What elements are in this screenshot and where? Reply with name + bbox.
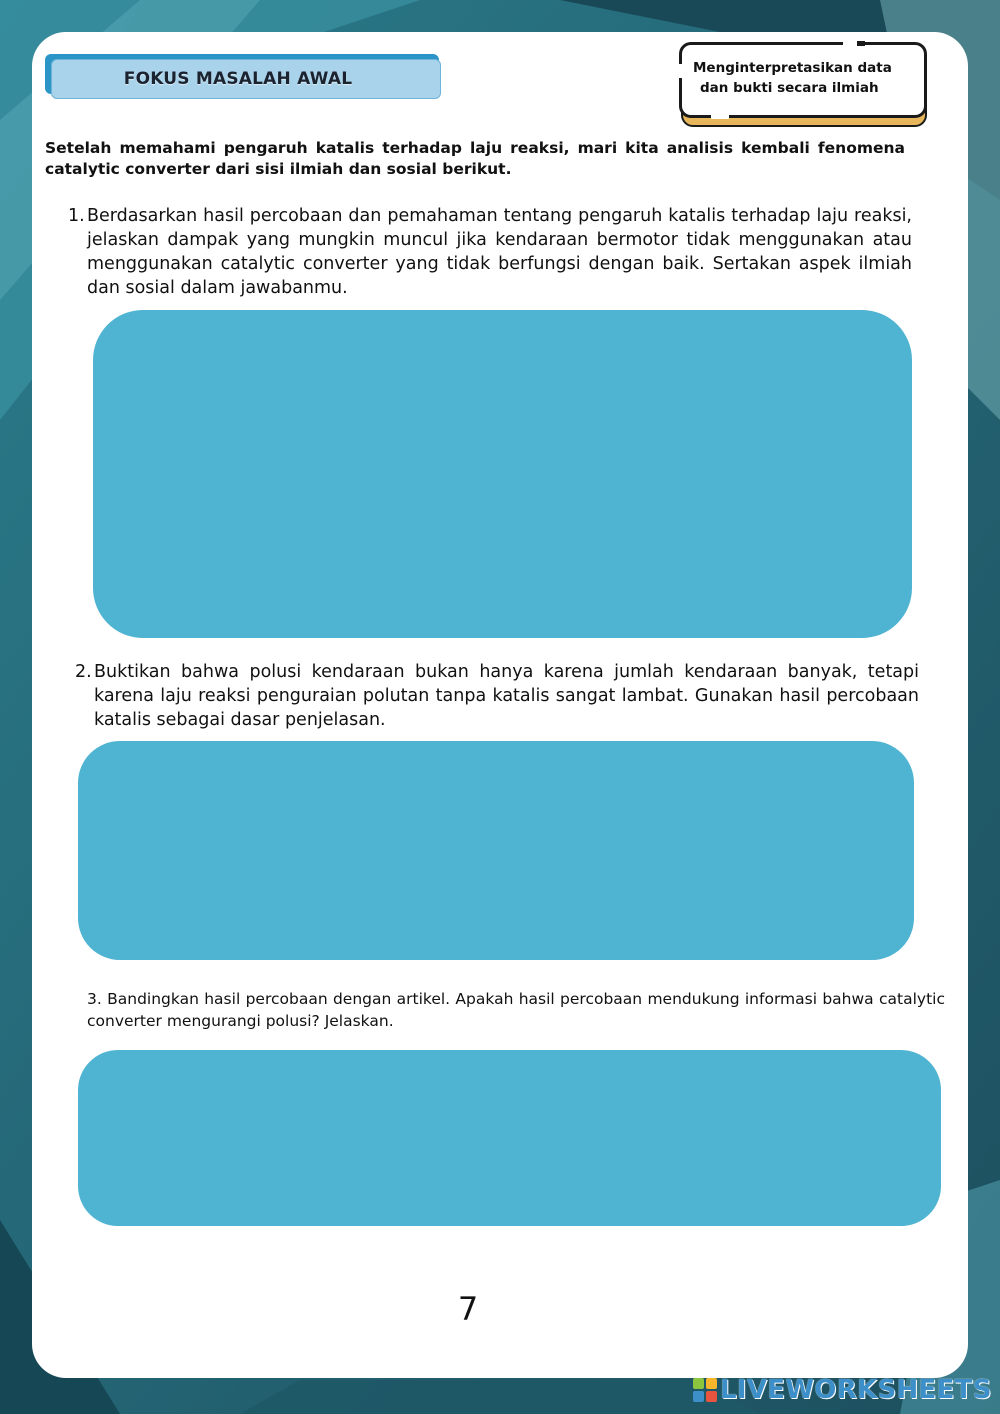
question-1-number: 1. [68,206,85,226]
question-3 [87,988,945,1032]
badge-border-gap-bottom [711,114,729,119]
skill-badge-text [693,58,923,98]
section-title: FOKUS MASALAH AWAL [123,69,353,89]
badge-border-dash [857,41,865,46]
intro-paragraph: Setelah memahami pengaruh katalis terhadap laju reaksi, mari kita analisis kembali fenomena catalytic converter dari sisi ilmiah dan sosial berikut. [45,139,905,178]
badge-border-gap-left [678,64,683,78]
page-number: 7 [457,1290,479,1328]
question-1-text: Berdasarkan hasil percobaan dan pemahaman tentang pengaruh katalis terhadap laju reaksi, jelaskan dampak yang mungkin muncul jika kendaraan bermotor tidak menggunakan atau menggunakan catalytic converter yang tidak berfungsi dengan baik. Sertakan aspek ilmiah dan sosial dalam jawabanmu. [87,206,912,298]
answer-box-3[interactable] [78,1050,941,1226]
question-2-text: Buktikan bahwa polusi kendaraan bukan hanya karena jumlah kendaraan banyak, tetapi karena laju reaksi penguraian polutan tanpa katalis sangat lambat. Gunakan hasil percobaan katalis sebagai dasar penjelasan. [94,662,919,730]
question-2-number: 2. [75,662,92,682]
header-front-panel [51,59,441,99]
skill-badge [679,42,928,128]
answer-box-1[interactable] [93,310,912,638]
question-1 [68,204,912,300]
section-header [45,54,443,100]
skill-line-1: Menginterpretasikan data [693,60,892,76]
liveworksheets-wordmark: LIVEWORKSHEETS [720,1375,992,1405]
skill-line-2: dan bukti secara ilmiah [700,80,879,96]
answer-box-2[interactable] [78,741,914,960]
liveworksheets-watermark [692,1374,992,1406]
question-3-number: 3. [87,990,102,1008]
question-3-text: Bandingkan hasil percobaan dengan artikel. Apakah hasil percobaan mendukung informasi bahwa catalytic converter mengurangi polusi? Jelaskan. [87,990,945,1030]
question-2 [75,660,919,732]
liveworksheets-logo-icon [692,1377,718,1403]
